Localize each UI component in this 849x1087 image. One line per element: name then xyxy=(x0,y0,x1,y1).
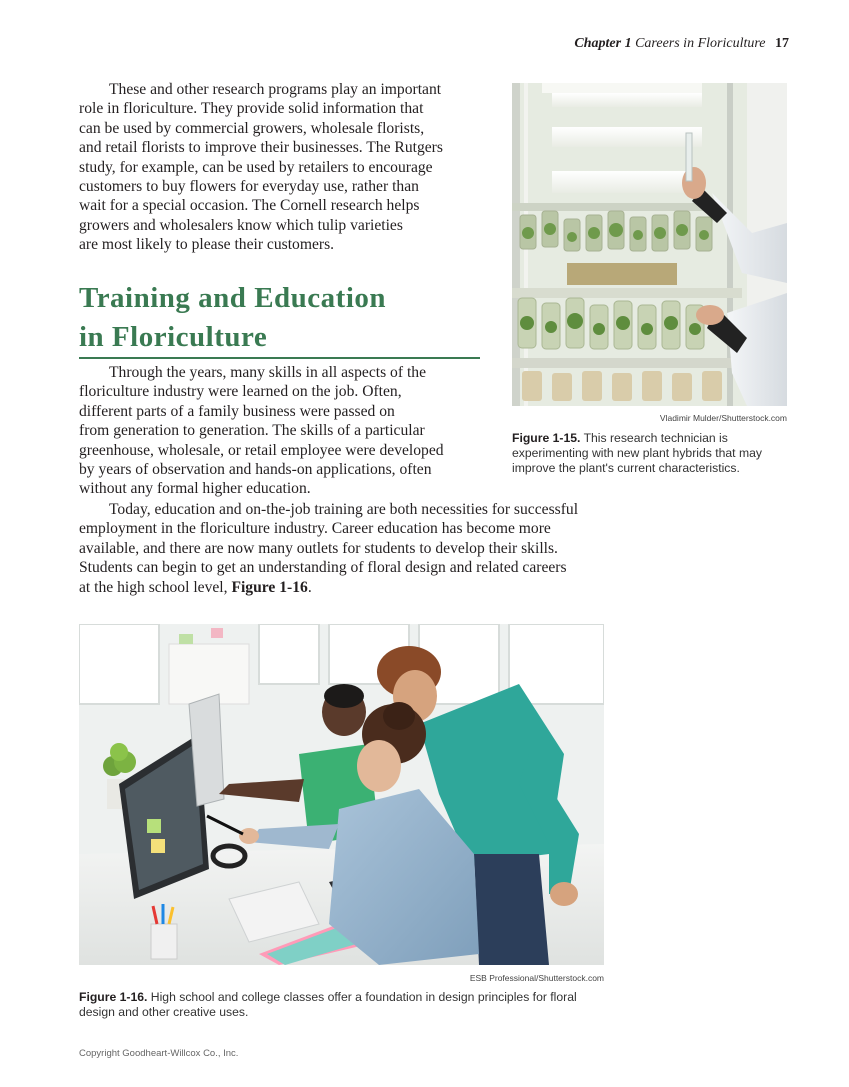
text-line: Through the years, many skills in all aspects of the xyxy=(109,364,426,381)
heading-underline xyxy=(79,357,480,359)
text-line: greenhouse, wholesale, or retail employee were developed xyxy=(79,441,444,459)
chapter-label: Chapter 1 xyxy=(574,36,632,51)
figure-reference: Figure 1-16 xyxy=(231,578,308,596)
text-line: wait for a special occasion. The Cornell research helps xyxy=(79,197,420,215)
text-line: customers to buy flowers for everyday use, rather than xyxy=(79,178,419,196)
caption-text: This research technician is experimenting with new plant hybrids that may improve the plant's current characteristics. xyxy=(512,431,762,475)
text-line: by years of observation and hands-on applications, often xyxy=(79,461,432,479)
text-line xyxy=(79,578,604,597)
text-line: employment in the floriculture industry. Career education has become more xyxy=(79,520,551,538)
text-line: Today, education and on-the-job training are both necessities for successful xyxy=(109,501,579,518)
text-line: without any formal higher education. xyxy=(79,480,311,498)
text-fragment: at the high school level, xyxy=(79,578,232,596)
text-line: These and other research programs play an important xyxy=(109,81,442,98)
body-paragraph-1 xyxy=(79,363,499,499)
caption-label: Figure 1-16. xyxy=(79,990,148,1004)
section-heading-line-2: in Floriculture xyxy=(79,321,268,353)
text-line: growers and wholesalers know which tulip varieties xyxy=(79,216,403,234)
figure-1-15-photo xyxy=(512,83,787,406)
pencil-cup xyxy=(151,904,177,959)
text-line: can be used by commercial growers, wholesale florists, xyxy=(79,119,425,137)
running-header xyxy=(574,36,789,52)
lab-plants-illustration xyxy=(512,83,787,406)
section-heading xyxy=(79,279,479,357)
intro-paragraph xyxy=(79,80,479,255)
text-line: study, for example, can be used by retailers to encourage xyxy=(79,158,433,176)
caption-text: High school and college classes offer a foundation in design principles for floral design and other creative uses. xyxy=(79,990,577,1019)
section-heading-line-1: Training and Education xyxy=(79,282,387,314)
text-line: Students can begin to get an understanding of floral design and related careers xyxy=(79,559,567,577)
figure-1-16-caption xyxy=(79,990,609,1020)
figure-1-16-credit: ESB Professional/Shutterstock.com xyxy=(469,973,604,983)
students-computer-illustration xyxy=(79,624,604,965)
caption-label: Figure 1-15. xyxy=(512,431,581,445)
figure-1-15-caption xyxy=(512,431,787,476)
text-line: available, and there are now many outlets for students to develop their skills. xyxy=(79,539,558,557)
page-number: 17 xyxy=(775,36,789,51)
text-line: role in floriculture. They provide solid information that xyxy=(79,100,424,118)
chapter-title: Careers in Floriculture xyxy=(635,36,766,51)
figure-1-15-credit: Vladimir Mulder/Shutterstock.com xyxy=(659,413,787,423)
figure-1-16-photo xyxy=(79,624,604,965)
text-line: from generation to generation. The skills of a particular xyxy=(79,422,425,440)
text-line: are most likely to please their customers. xyxy=(79,236,335,254)
text-line: floriculture industry were learned on the job. Often, xyxy=(79,383,402,401)
text-fragment: . xyxy=(307,578,312,596)
copyright-footer: Copyright Goodheart-Willcox Co., Inc. xyxy=(79,1048,239,1059)
body-paragraph-2 xyxy=(79,500,604,597)
text-line: different parts of a family business were passed on xyxy=(79,402,395,420)
text-line: and retail florists to improve their businesses. The Rutgers xyxy=(79,139,443,157)
